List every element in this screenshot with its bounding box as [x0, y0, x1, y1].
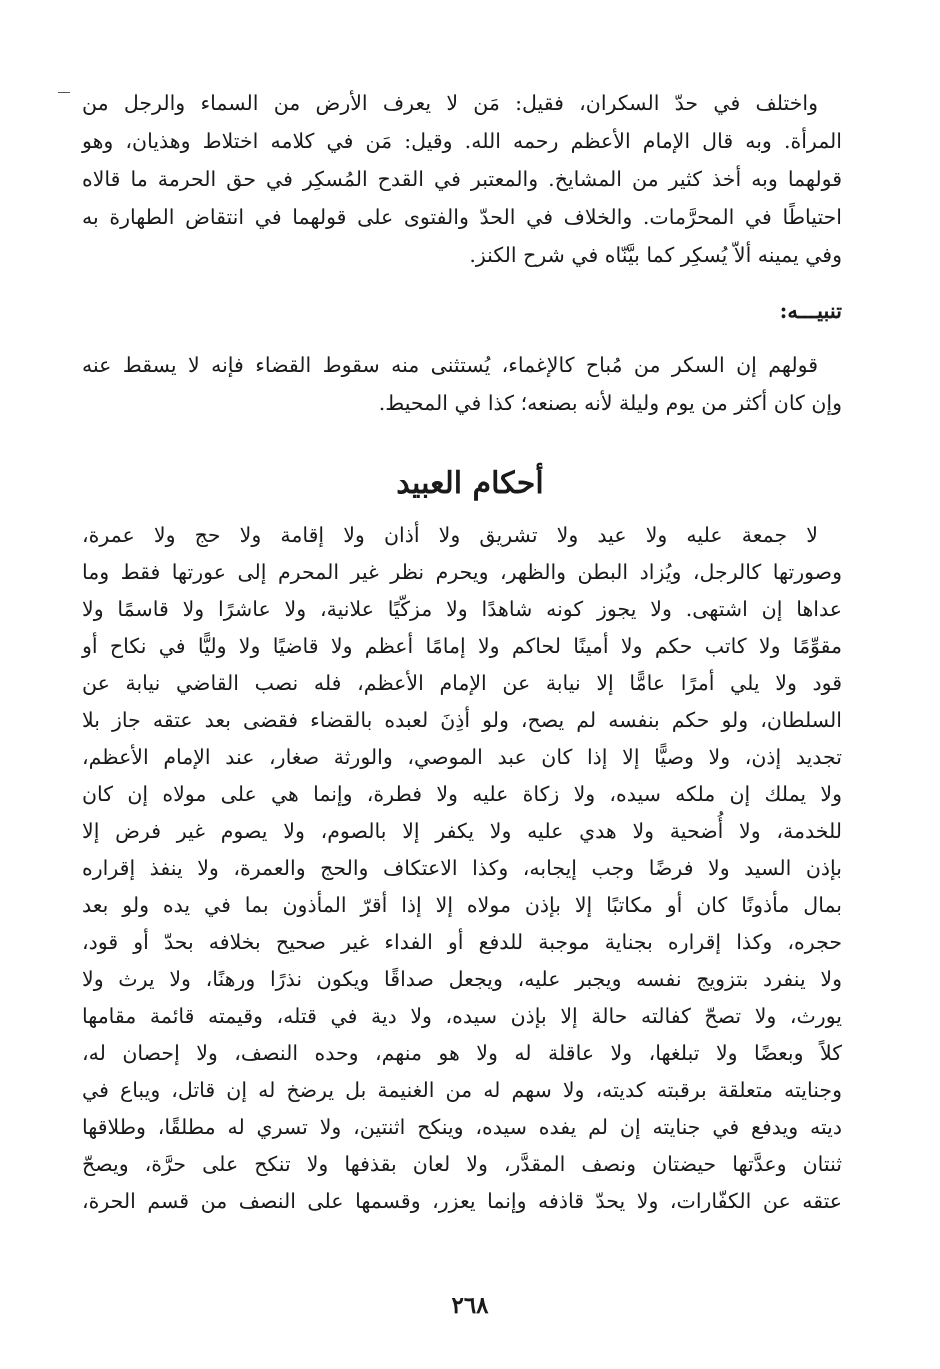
text-line: المرأة. وبه قال الإمام الأعظم رحمه الله. وقيل: مَن في كلامه اختلاط وهذيان، وهو — [82, 129, 842, 153]
intro-paragraph — [82, 84, 842, 274]
note-heading: تنبيـــه: — [779, 298, 842, 323]
text-line: تجديد إذن، ولا وصيًّا إلا إذا كان عبد الموصي، والورثة صغار، عند الإمام الأعظم، — [82, 745, 842, 769]
margin-mark — [58, 92, 70, 93]
page-number: ٢٦٨ — [451, 1292, 489, 1319]
text-line: ديته ويدفع في جنايته إن لم يفده سيده، وينكح اثنتين، ولا تسري له مطلقًا، وطلاقها — [82, 1115, 842, 1139]
text-line: يورث، ولا تصحّ كفالته حالة إلا بإذن سيده، ولا دية في قتله، وقيمته قائمة مقامها — [82, 1004, 842, 1028]
text-line: بإذن السيد ولا فرضًا وجب إيجابه، وكذا الاعتكاف والحج والعمرة، ولا ينفذ إقراره — [82, 856, 842, 880]
note-paragraph — [82, 346, 842, 422]
section-heading: أحكام العبيد — [396, 466, 544, 501]
text-line: وفي يمينه ألاّ يُسكِر كما بيَّنّاه في شرح الكنز. — [469, 243, 842, 267]
text-line: وجنايته متعلقة برقبته كديته، ولا سهم له من الغنيمة بل يرضخ له إن قاتل، ويباع في — [82, 1078, 842, 1102]
text-line: السلطان، ولو حكم بنفسه لم يصح، ولو أذِنَ لعبده بالقضاء فقضى بعد عتقه جاز بلا — [82, 708, 842, 732]
text-line: بمال مأذونًا كان أو مكاتبًا إلا بإذن مولاه إلا إذا أقرّ المأذون بما في يده ولو بعد — [82, 893, 842, 917]
text-line: احتياطًا في المحرَّمات. والخلاف في الحدّ والفتوى على قولهما في انتقاض الطهارة به — [82, 205, 842, 229]
text-line: عداها إن اشتهى. ولا يجوز كونه شاهدًا ولا مزكّيًا علانية، ولا عاشرًا ولا قاسمًا ولا — [82, 597, 842, 621]
text-line: للخدمة، ولا أُضحية ولا هدي عليه ولا يكفر إلا بالصوم، ولا يصوم غير فرض إلا — [82, 819, 842, 843]
text-line: كلاً وبعضًا ولا تبلغها، ولا عاقلة له ولا هو منهم، وحده النصف، ولا إحصان له، — [82, 1041, 842, 1065]
text-line: مقوِّمًا ولا كاتب حكم ولا أمينًا لحاكم ولا إمامًا أعظم ولا قاضيًا ولا وليًّا في نكاح أو — [82, 634, 842, 658]
text-line: قولهما وبه أخذ كثير من المشايخ. والمعتبر في القدح المُسكِر في حق الحرمة ما قالاه — [82, 167, 842, 191]
text-line: قولهم إن السكر من مُباح كالإغماء، يُستثنى منه سقوط القضاء فإنه لا يسقط عنه — [82, 353, 818, 377]
text-line: وصورتها كالرجل، ويُزاد البطن والظهر، ويحرم نظر غير المحرم إلى عورتها فقط وما — [82, 560, 842, 584]
text-line: عتقه عن الكفّارات، ولا يحدّ قاذفه وإنما يعزر، وقسمها على النصف من قسم الحرة، — [82, 1189, 842, 1213]
text-line: حجره، وكذا إقراره بجناية موجبة للدفع أو الفداء غير صحيح بخلافه بحدّ أو قود، — [82, 930, 842, 954]
text-line: ولا يملك إن ملكه سيده، ولا زكاة عليه ولا فطرة، وإنما هي على مولاه إن كان — [82, 782, 842, 806]
section-paragraph — [82, 517, 842, 1220]
text-line: ثنتان وعدَّتها حيضتان ونصف المقدَّر، ولا لعان بقذفها ولا تنكح على حرَّة، ويصحّ — [82, 1152, 842, 1176]
text-line: وإن كان أكثر من يوم وليلة لأنه بصنعه؛ كذا في المحيط. — [378, 391, 842, 415]
text-line: واختلف في حدّ السكران، فقيل: مَن لا يعرف الأرض من السماء والرجل من — [82, 91, 818, 115]
text-line: قود ولا يلي أمرًا عامًّا إلا نيابة عن الإمام الأعظم، فله نصب القاضي نيابة عن — [82, 671, 842, 695]
text-line: لا جمعة عليه ولا عيد ولا تشريق ولا أذان ولا إقامة ولا حج ولا عمرة، — [82, 523, 818, 547]
text-line: ولا ينفرد بتزويج نفسه ويجبر عليه، ويجعل صداقًا ويكون نذرًا ورهنًا، ولا يرث ولا — [82, 967, 842, 991]
